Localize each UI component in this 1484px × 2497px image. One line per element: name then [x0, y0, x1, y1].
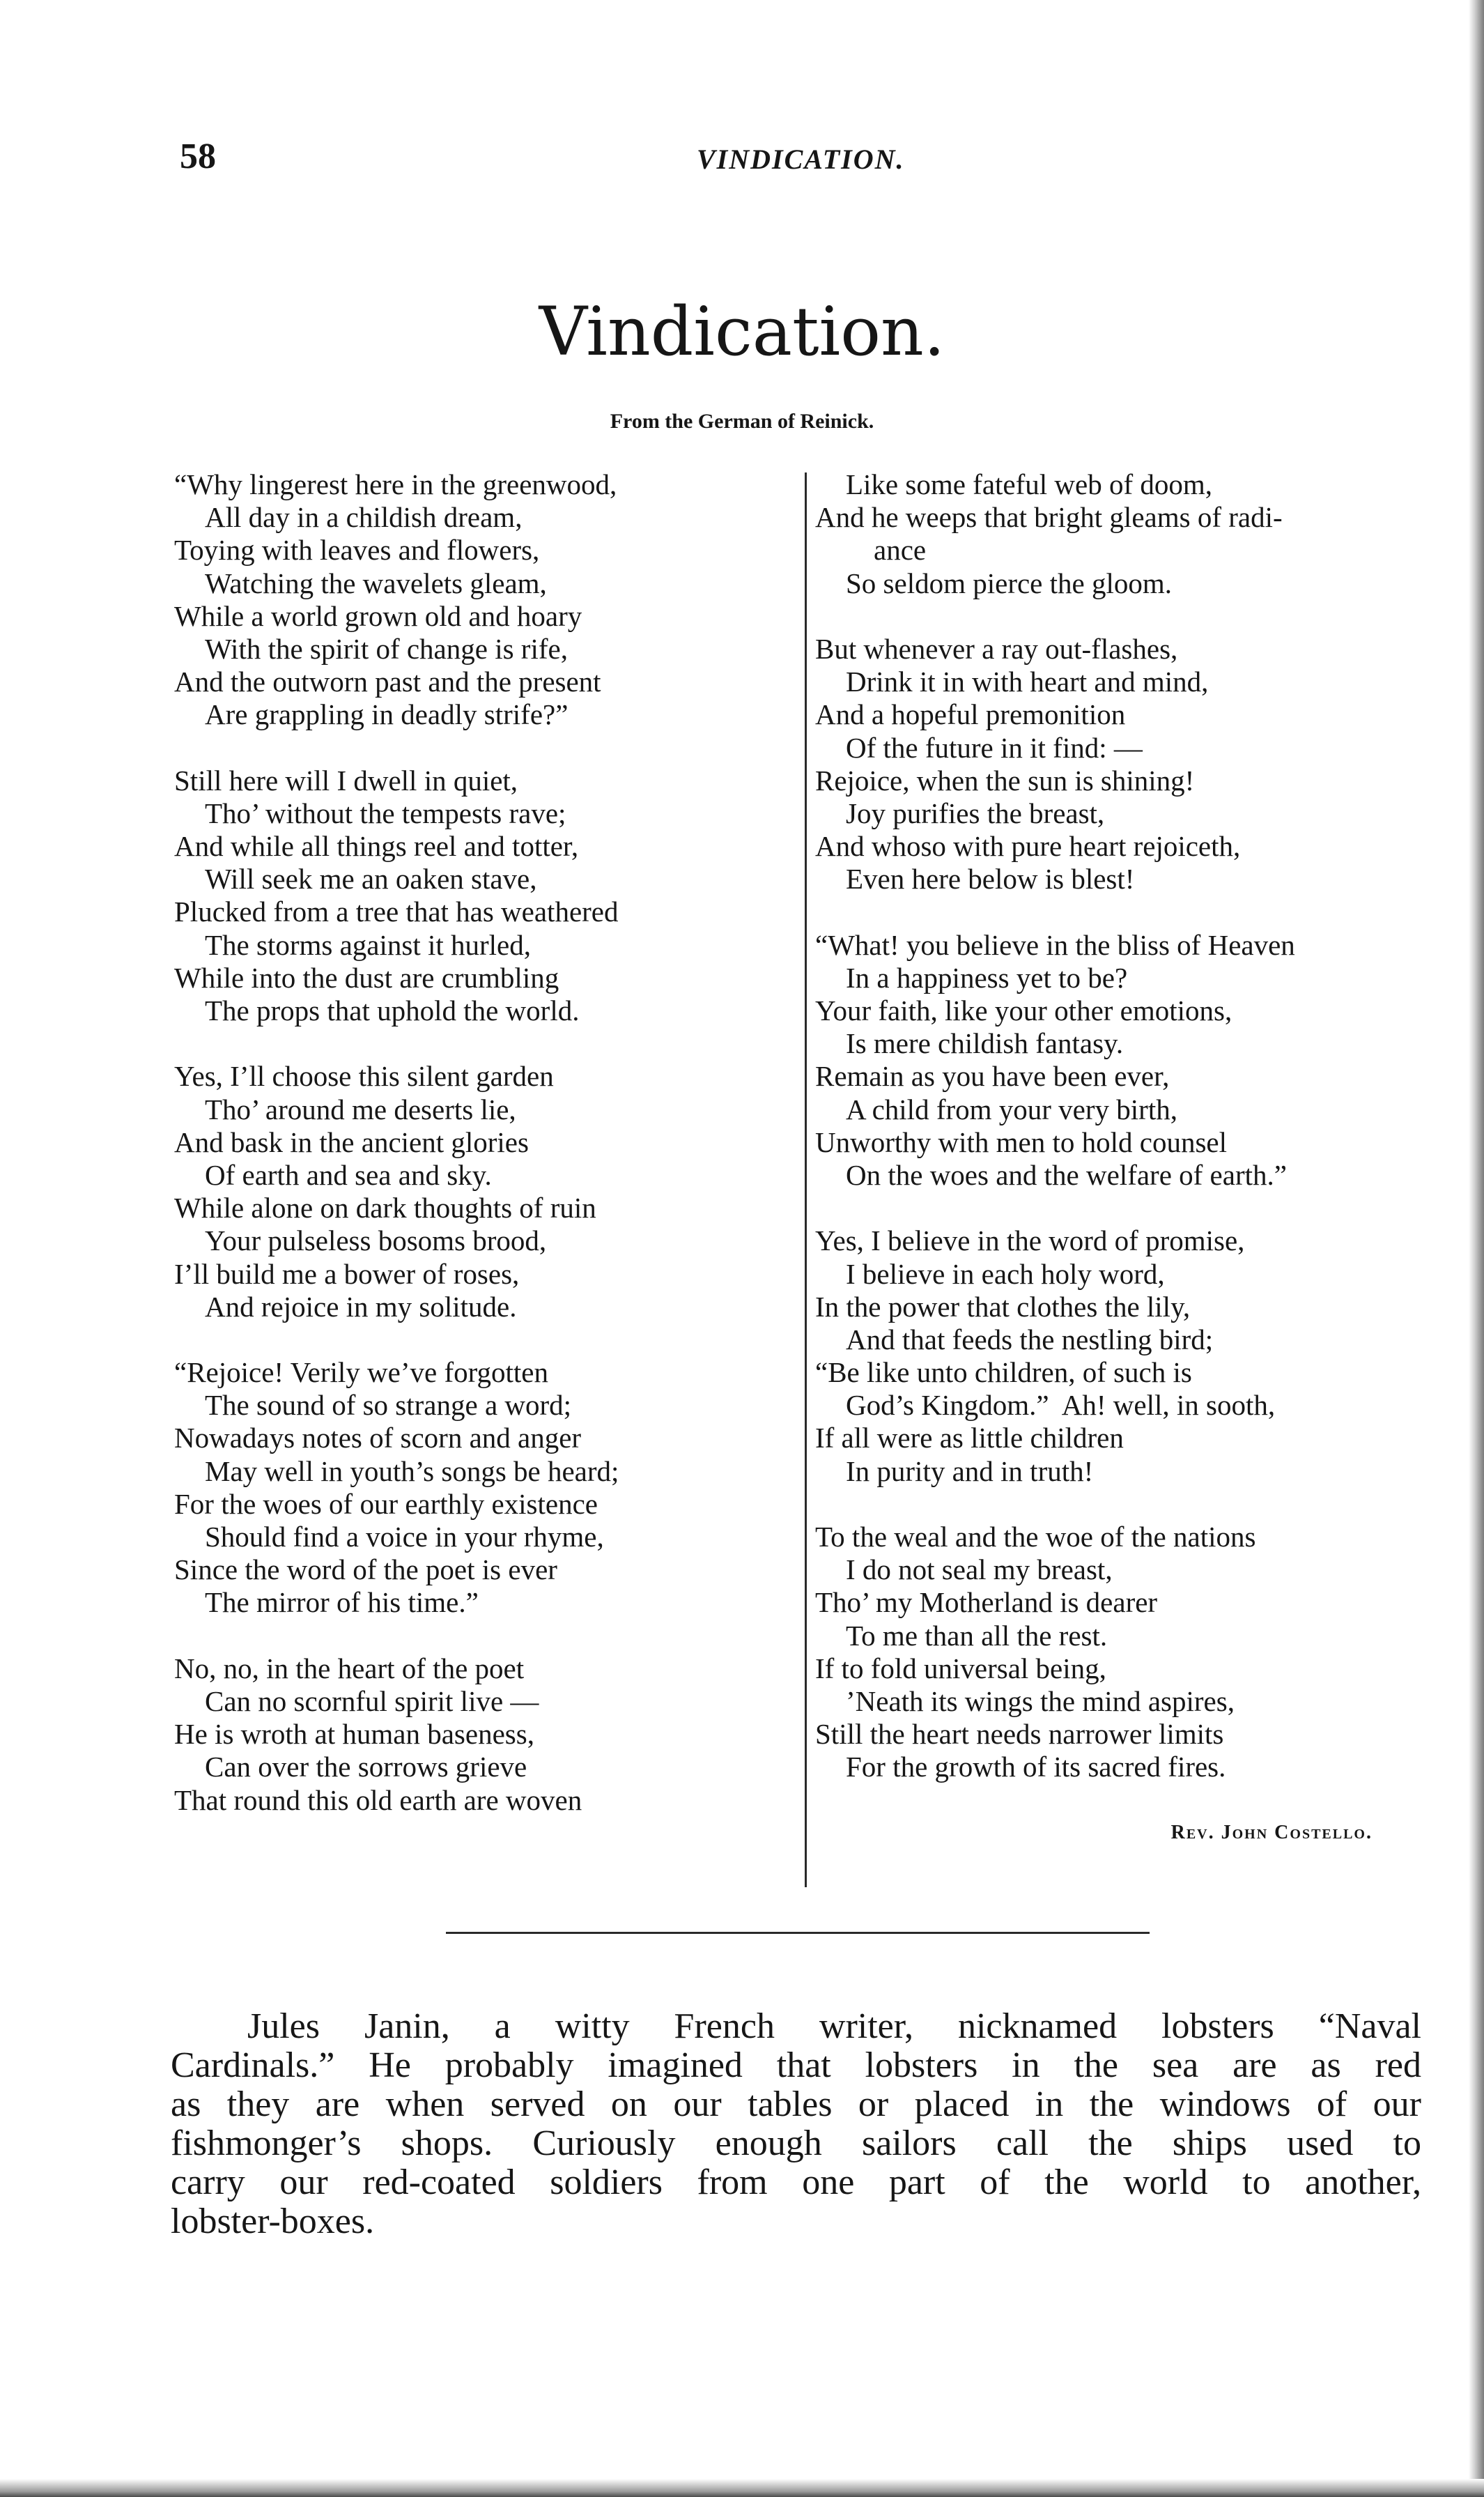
poem-line: And that feeds the nestling bird; [846, 1323, 1214, 1355]
anecdote-paragraph [171, 2007, 1421, 2241]
poem-line: While alone on dark thoughts of ruin [174, 1192, 596, 1224]
poem-line: Of earth and sea and sky. [205, 1158, 492, 1191]
poem-line: Toying with leaves and flowers, [174, 534, 540, 567]
poem-line: Your faith, like your other emotions, [815, 994, 1232, 1027]
poem-line: May well in youth’s songs be heard; [205, 1454, 619, 1487]
anecdote-line: fishmonger’s shops. Curiously enough sailors call the ships used to [171, 2123, 1421, 2163]
poem-line: Can over the sorrows grieve [205, 1751, 527, 1783]
poem-line: Will seek me an oaken stave, [205, 863, 537, 896]
stanza-break [174, 1323, 801, 1356]
running-title: VINDICATION. [697, 144, 905, 175]
poem-line: God’s Kingdom.” Ah! well, in sooth, [846, 1389, 1276, 1422]
poem-line: Like some fateful web of doom, [846, 468, 1213, 500]
poem-line: “Be like unto children, of such is [815, 1356, 1192, 1389]
poem-line: Joy purifies the breast, [846, 797, 1105, 829]
poem-line: Nowadays notes of scorn and anger [174, 1422, 582, 1454]
poem-line: While a world grown old and hoary [174, 599, 582, 632]
poem-line: For the woes of our earthly existence [174, 1487, 598, 1520]
poem-line: While into the dust are crumbling [174, 961, 559, 994]
poem-line: In purity and in truth! [846, 1454, 1094, 1487]
anecdote-line: as they are when served on our tables or placed in the windows of our [171, 2084, 1421, 2124]
poem-line: Tho’ around me deserts lie, [205, 1093, 516, 1125]
poem-line: And he weeps that bright gleams of radi- [815, 501, 1283, 534]
poem-line: And rejoice in my solitude. [205, 1290, 517, 1323]
anecdote-line: lobster-boxes. [171, 2202, 375, 2241]
page-bottom-shadow [0, 2479, 1484, 2497]
poem-line: To me than all the rest. [846, 1619, 1108, 1652]
poem-line: Still here will I dwell in quiet, [174, 764, 518, 797]
poem-line: Yes, I’ll choose this silent garden [174, 1060, 554, 1093]
poem-line: But whenever a ray out-flashes, [815, 632, 1178, 665]
poem-line: If to fold universal being, [815, 1652, 1106, 1684]
poem-line: And whoso with pure heart rejoiceth, [815, 830, 1241, 863]
stanza-break [815, 600, 1442, 633]
poem-line: Are grappling in deadly strife?” [205, 698, 569, 731]
poem-line: And bask in the ancient glories [174, 1125, 529, 1158]
poem-line: ’Neath its wings the mind aspires, [846, 1684, 1235, 1717]
poem-line: With the spirit of change is rife, [205, 632, 568, 665]
poem-line: Even here below is blest! [846, 863, 1135, 896]
poem-line: And a hopeful premonition [815, 698, 1126, 731]
poem-line: The mirror of his time.” [205, 1586, 479, 1619]
poem-line: All day in a childish dream, [205, 501, 523, 534]
page-edge-shadow [1469, 0, 1484, 2497]
poem-line: No, no, in the heart of the poet [174, 1652, 525, 1684]
poem-line: Of the future in it find: — [846, 731, 1143, 764]
poem-line: In the power that clothes the lily, [815, 1290, 1191, 1323]
poem-line: The sound of so strange a word; [205, 1389, 572, 1422]
poem-line: Remain as you have been ever, [815, 1060, 1170, 1093]
poem-left-column [174, 468, 801, 1817]
poem-line: Tho’ my Motherland is dearer [815, 1586, 1158, 1619]
poem-line: In a happiness yet to be? [846, 961, 1128, 994]
poem-line: Rejoice, when the sun is shining! [815, 764, 1195, 797]
poem-line: And the outworn past and the present [174, 666, 601, 698]
poem-line: Watching the wavelets gleam, [205, 567, 547, 599]
poem-line: Is mere childish fantasy. [846, 1027, 1124, 1060]
stanza-break [174, 732, 801, 765]
poem-line: So seldom pierce the gloom. [846, 567, 1172, 599]
poem-line: I do not seal my breast, [846, 1553, 1113, 1586]
poem-line: “Rejoice! Verily we’ve forgotten [174, 1356, 548, 1389]
anecdote-line: Jules Janin, a witty French writer, nicknamed lobsters “Naval [247, 2006, 1421, 2046]
poem-line: Your pulseless bosoms brood, [205, 1224, 547, 1257]
poem-line: Plucked from a tree that has weathered [174, 896, 619, 928]
poem-line: Can no scornful spirit live — [205, 1684, 539, 1717]
poem-line: Yes, I believe in the word of promise, [815, 1224, 1245, 1257]
poem-line: On the woes and the welfare of earth.” [846, 1158, 1287, 1191]
poem-line: Unworthy with men to hold counsel [815, 1125, 1228, 1158]
poem-line: Drink it in with heart and mind, [846, 666, 1209, 698]
poem-line: The storms against it hurled, [205, 928, 531, 961]
poem-line: He is wroth at human baseness, [174, 1718, 534, 1751]
stanza-break [174, 1027, 801, 1060]
page-number: 58 [180, 137, 216, 176]
poem-line: For the growth of its sacred fires. [846, 1751, 1226, 1783]
section-divider-rule [446, 1932, 1150, 1934]
stanza-break [815, 896, 1442, 928]
poem-line: A child from your very birth, [846, 1093, 1177, 1125]
poem-right-column [815, 468, 1442, 1784]
poem-title: Vindication. [539, 293, 945, 371]
poem-line: I believe in each holy word, [846, 1257, 1165, 1290]
poem-line: The props that uphold the world. [205, 994, 580, 1027]
poem-line: ance [874, 534, 927, 567]
poem-line: Still the heart needs narrower limits [815, 1718, 1224, 1751]
stanza-break [174, 1620, 801, 1652]
anecdote-line: Cardinals.” He probably imagined that lobsters in the sea are as red [171, 2045, 1421, 2085]
stanza-break [815, 1192, 1442, 1224]
poem-line: If all were as little children [815, 1422, 1124, 1454]
poem-line: Since the word of the poet is ever [174, 1553, 557, 1586]
column-divider [805, 472, 807, 1887]
poem-line: “Why lingerest here in the greenwood, [174, 468, 617, 500]
poem-line: Tho’ without the tempests rave; [205, 797, 566, 829]
poem-line: Should find a voice in your rhyme, [205, 1521, 604, 1553]
poem-line: That round this old earth are woven [174, 1783, 582, 1816]
poem-author: Rev. John Costello. [1170, 1822, 1373, 1843]
poem-line: To the weal and the woe of the nations [815, 1521, 1256, 1553]
poem-line: I’ll build me a bower of roses, [174, 1257, 520, 1290]
poem-subtitle: From the German of Reinick. [610, 410, 874, 433]
poem-line: “What! you believe in the bliss of Heaven [815, 928, 1295, 961]
stanza-break [815, 1488, 1442, 1521]
anecdote-line: carry our red-coated soldiers from one part of the world to another, [171, 2162, 1421, 2202]
poem-line: And while all things reel and totter, [174, 830, 579, 863]
